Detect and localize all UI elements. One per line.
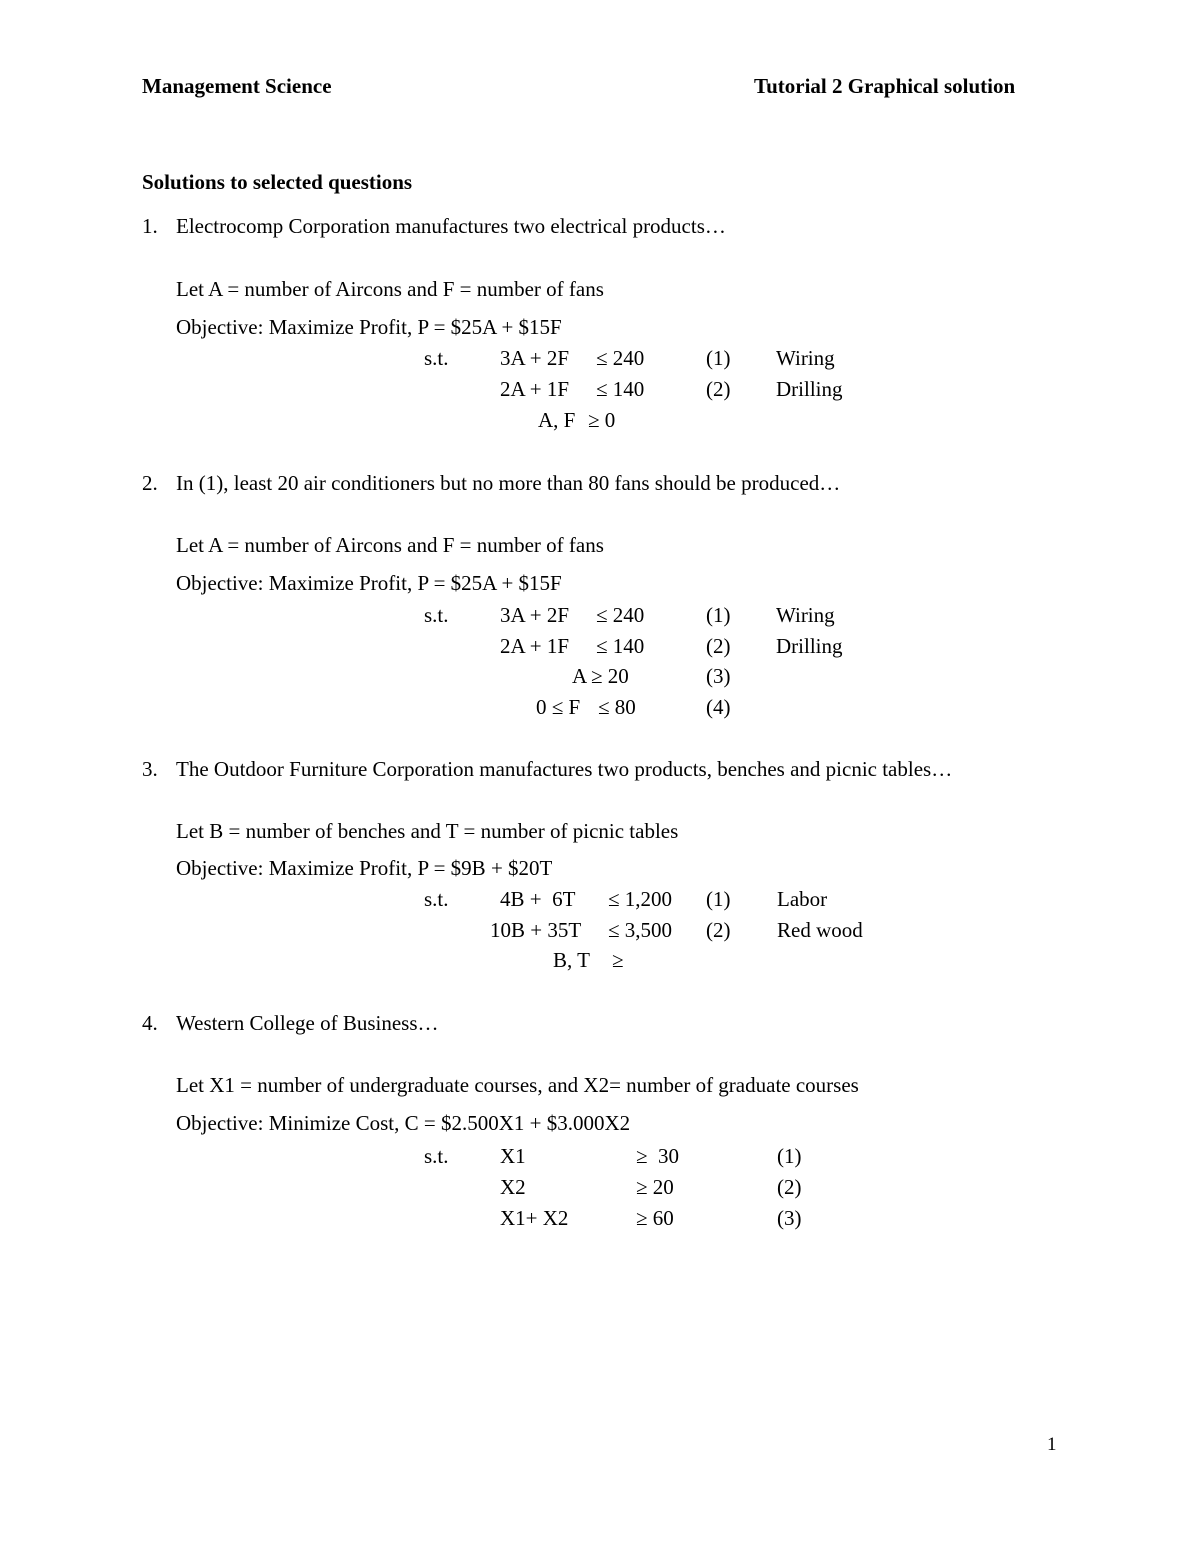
constraint-rhs: ≥ 20 [636,1175,674,1199]
constraint-label: Drilling [776,634,843,658]
question-title: Electrocomp Corporation manufactures two electrical products… [176,214,726,238]
constraint-number: (4) [706,695,731,719]
constraint-lhs: 2A + 1F [500,634,570,658]
question-title: Western College of Business… [176,1011,439,1035]
header-right: Tutorial 2 Graphical solution [754,74,1016,98]
constraint-number: (2) [706,918,731,942]
variable-definition: Let X1 = number of undergraduate courses, and X2= number of graduate courses [176,1073,859,1097]
constraint-label: Red wood [777,918,863,942]
constraint-lhs: A, F [538,408,576,432]
constraint-rhs: ≤ 240 [596,603,645,627]
constraint-lhs: X1 [500,1144,526,1168]
page-number: 1 [1047,1434,1057,1455]
st-label: s.t. [424,1144,449,1168]
constraint-lhs: 10B + 35T [490,918,582,942]
st-label: s.t. [424,346,449,370]
question-number: 4. [142,1011,158,1035]
constraint-rhs: ≥ 20 [591,664,629,688]
constraint-label: Wiring [776,346,835,370]
constraint-rhs: ≤ 1,200 [608,887,673,911]
constraint-rhs: ≤ 140 [596,377,645,401]
constraint-label: Drilling [776,377,843,401]
constraint-lhs: 4B + 6T [500,887,576,911]
constraint-lhs: X1+ X2 [500,1206,569,1230]
constraint-label: Labor [777,887,828,911]
variable-definition: Let B = number of benches and T = number of picnic tables [176,819,679,843]
objective: Objective: Maximize Profit, P = $9B + $20T [176,856,553,880]
constraint-number: (2) [777,1175,802,1199]
st-label: s.t. [424,887,449,911]
constraint-rhs: ≤ 80 [598,695,636,719]
constraint-number: (3) [706,664,731,688]
st-label: s.t. [424,603,449,627]
variable-definition: Let A = number of Aircons and F = number of fans [176,277,604,301]
constraint-number: (2) [706,377,731,401]
constraint-lhs: X2 [500,1175,526,1199]
constraint-lhs: 0 ≤ F [536,695,581,719]
constraint-number: (1) [706,887,731,911]
question-title: The Outdoor Furniture Corporation manufactures two products, benches and picnic tables… [176,757,953,781]
constraint-rhs: ≥ 0 [588,408,616,432]
constraint-label: Wiring [776,603,835,627]
constraint-rhs: ≥ [612,948,624,972]
question-number: 1. [142,214,158,238]
header-left: Management Science [142,74,332,98]
section-title: Solutions to selected questions [142,170,413,194]
constraint-number: (1) [706,603,731,627]
question-number: 2. [142,471,158,495]
objective: Objective: Maximize Profit, P = $25A + $15F [176,571,562,595]
constraint-rhs: ≥ 30 [636,1144,680,1168]
objective: Objective: Minimize Cost, C = $2.500X1 + $3.000X2 [176,1111,631,1135]
question-title: In (1), least 20 air conditioners but no more than 80 fans should be produced… [176,471,841,495]
constraint-lhs: A [572,664,588,688]
variable-definition: Let A = number of Aircons and F = number of fans [176,533,604,557]
constraint-rhs: ≤ 240 [596,346,645,370]
constraint-rhs: ≤ 3,500 [608,918,673,942]
constraint-number: (1) [777,1144,802,1168]
constraint-number: (3) [777,1206,802,1230]
constraint-lhs: B, T [553,948,590,972]
constraint-lhs: 3A + 2F [500,603,570,627]
constraint-rhs: ≤ 140 [596,634,645,658]
constraint-lhs: 3A + 2F [500,346,570,370]
constraint-lhs: 2A + 1F [500,377,570,401]
constraint-rhs: ≥ 60 [636,1206,674,1230]
question-number: 3. [142,757,158,781]
constraint-number: (1) [706,346,731,370]
objective: Objective: Maximize Profit, P = $25A + $15F [176,315,562,339]
constraint-number: (2) [706,634,731,658]
